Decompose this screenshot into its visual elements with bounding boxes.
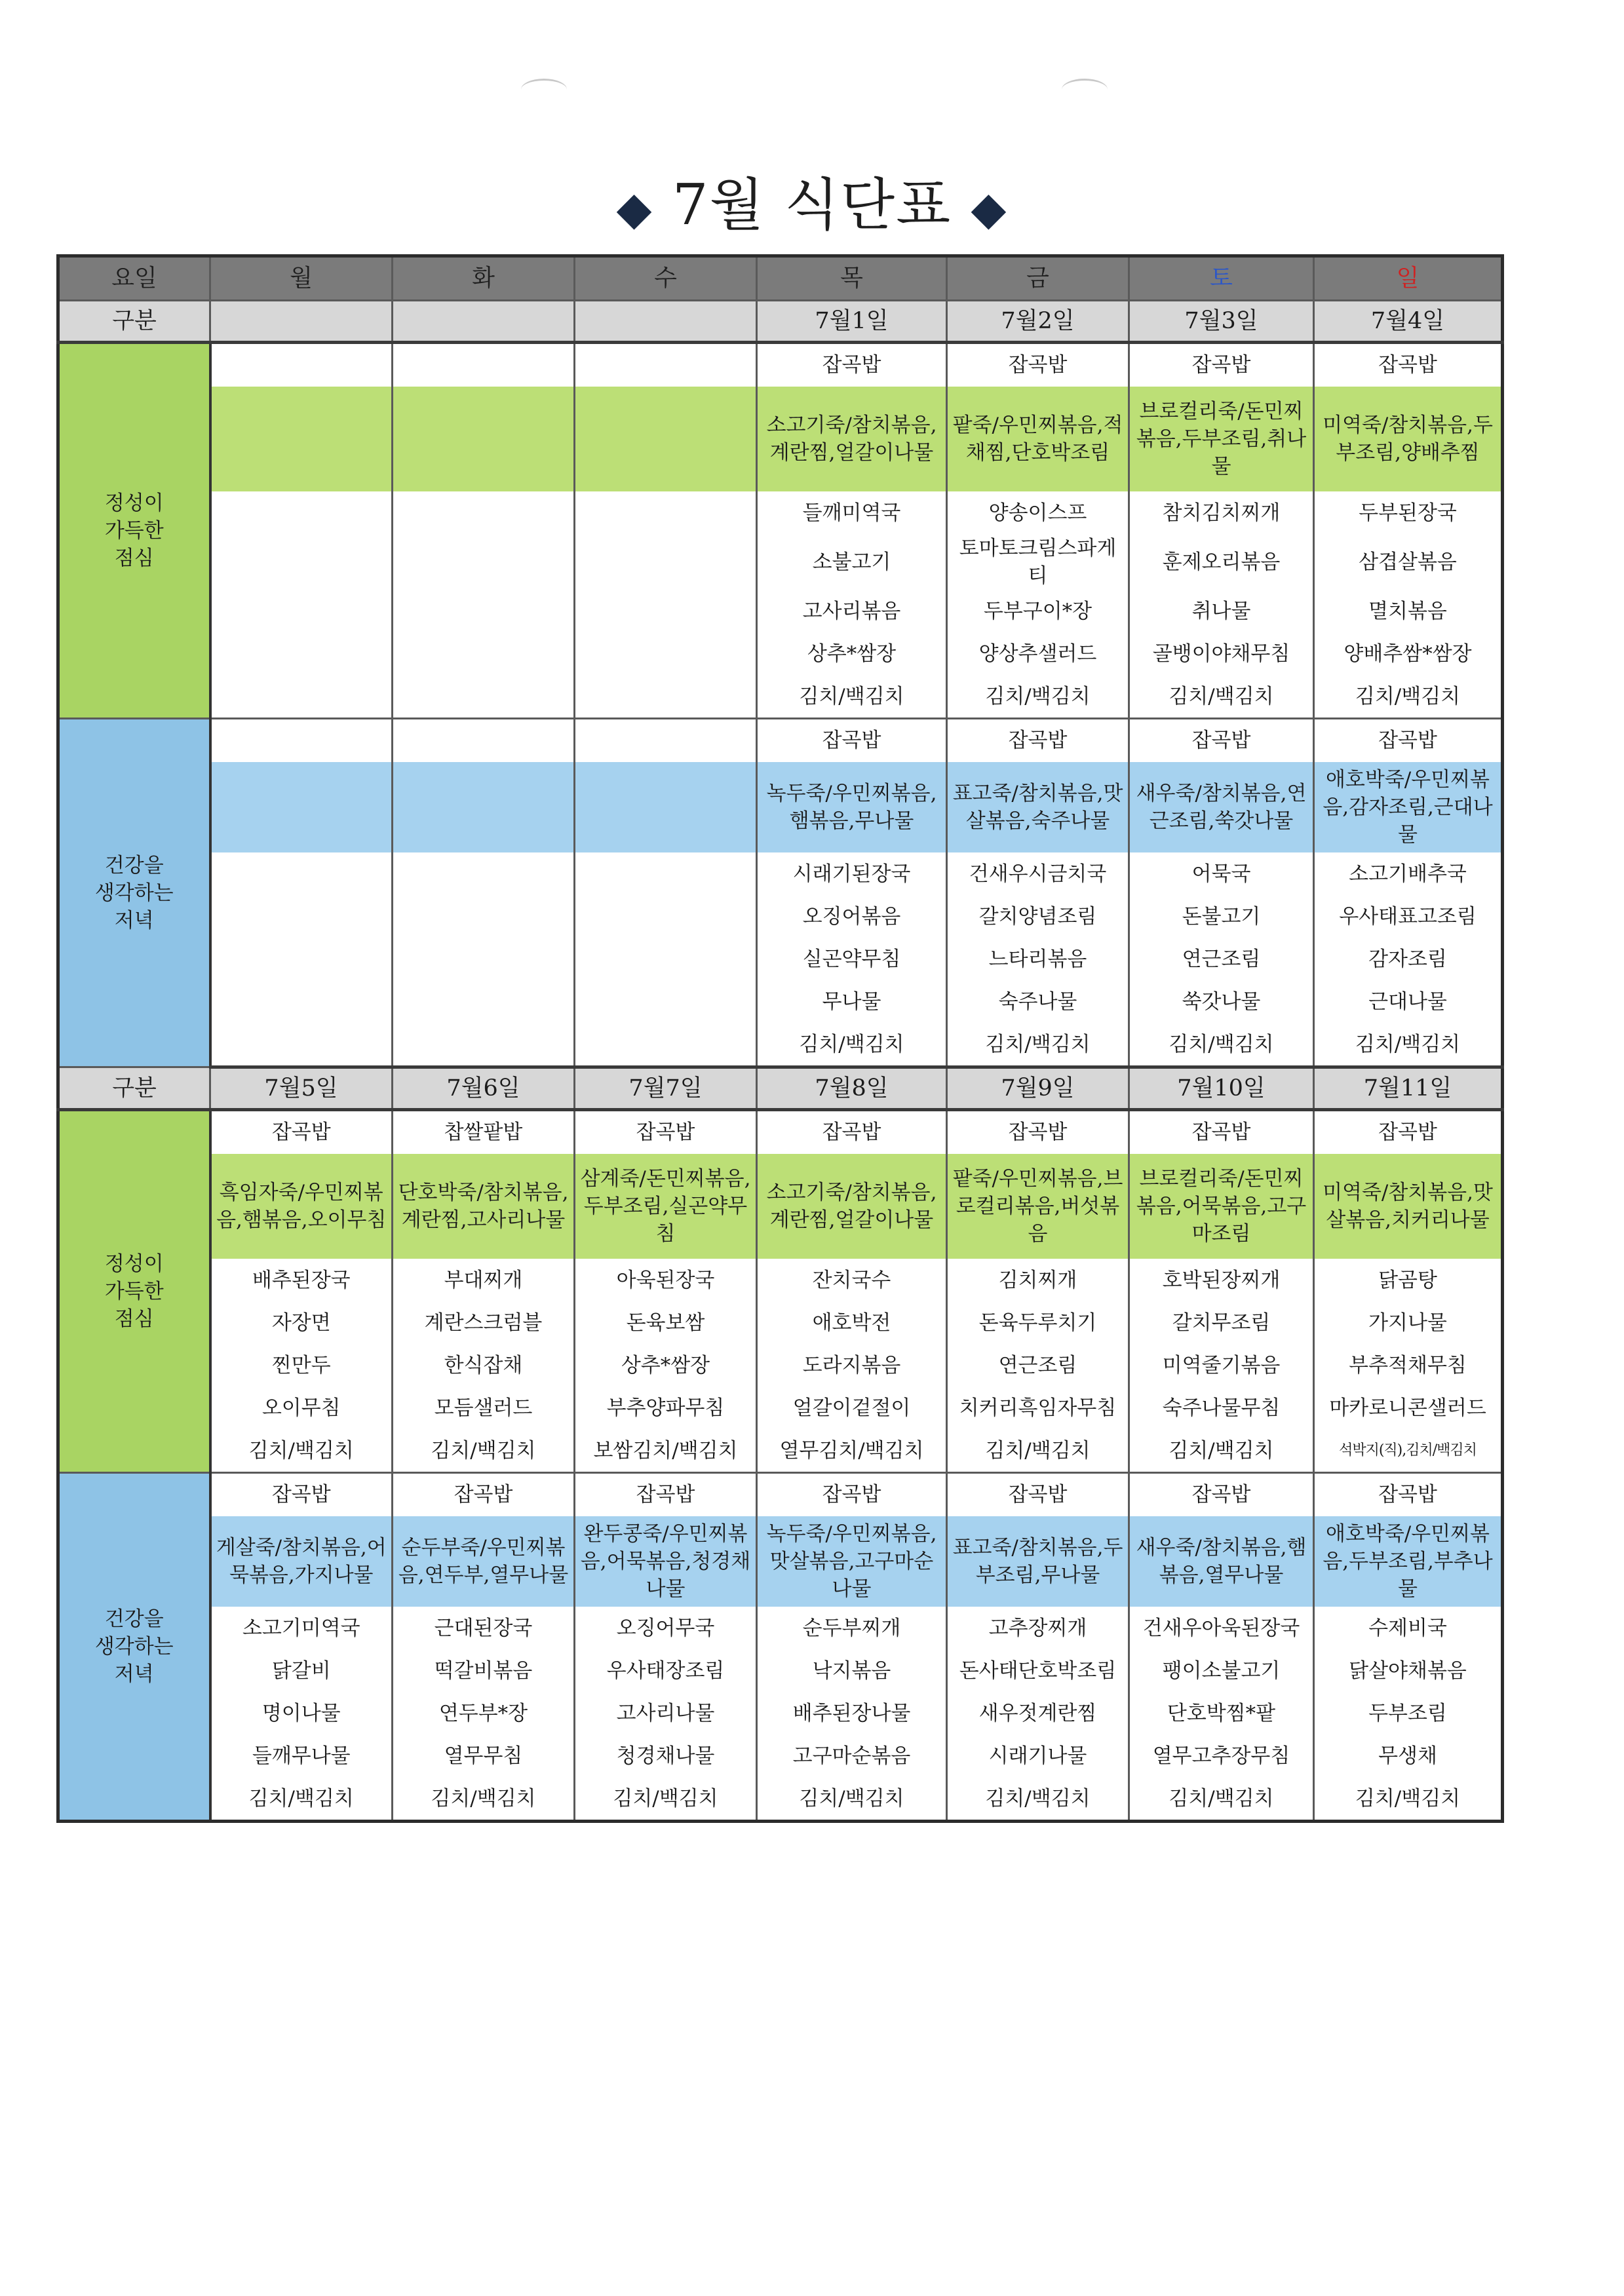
menu-cell: [575, 535, 757, 590]
menu-cell: 부대찌개: [393, 1259, 575, 1302]
menu-cell: [210, 590, 393, 633]
menu-cell: 두부된장국: [1314, 492, 1503, 535]
menu-cell: 잡곡밥: [1314, 343, 1503, 387]
menu-cell: 잡곡밥: [757, 1110, 947, 1154]
lunch-row: [58, 387, 1503, 492]
menu-cell: 김치/백김치: [1129, 1778, 1314, 1822]
menu-cell: [393, 343, 575, 387]
menu-cell: 양상추샐러드: [947, 633, 1129, 676]
menu-cell: 새우젓계란찜: [947, 1693, 1129, 1735]
lunch-row: [58, 633, 1503, 676]
menu-cell: [210, 492, 393, 535]
menu-cell: 들깨무나물: [210, 1735, 393, 1778]
menu-cell: 김치/백김치: [1314, 676, 1503, 719]
menu-cell: 잡곡밥: [947, 719, 1129, 762]
dinner-row: [58, 981, 1503, 1024]
page-title: [0, 169, 1624, 241]
menu-cell: 잡곡밥: [575, 1110, 757, 1154]
menu-cell: 삼겹살볶음: [1314, 535, 1503, 590]
menu-cell: 숙주나물: [947, 981, 1129, 1024]
menu-cell: 실곤약무침: [757, 938, 947, 981]
menu-cell: 잡곡밥: [757, 719, 947, 762]
menu-cell: [210, 676, 393, 719]
menu-cell: [210, 938, 393, 981]
menu-cell: 애호박죽/우민찌볶음,감자조림,근대나물: [1314, 762, 1503, 853]
lunch-row: [58, 1387, 1503, 1430]
menu-cell: 도라지볶음: [757, 1345, 947, 1387]
menu-cell: 건새우아욱된장국: [1129, 1607, 1314, 1650]
menu-cell: 취나물: [1129, 590, 1314, 633]
menu-cell: [210, 1024, 393, 1067]
menu-cell: 순두부찌개: [757, 1607, 947, 1650]
menu-cell: [210, 719, 393, 762]
menu-cell: 아욱된장국: [575, 1259, 757, 1302]
menu-cell: 참치김치찌개: [1129, 492, 1314, 535]
menu-cell: [575, 676, 757, 719]
menu-cell: 김치/백김치: [947, 1430, 1129, 1473]
date-row-week1: [58, 301, 1503, 343]
menu-cell: [575, 853, 757, 896]
menu-cell: 열무고추장무침: [1129, 1735, 1314, 1778]
menu-cell: [393, 762, 575, 853]
menu-cell: [575, 981, 757, 1024]
menu-cell: 김치/백김치: [947, 676, 1129, 719]
day-header-5: 금: [947, 256, 1129, 301]
menu-cell: 잡곡밥: [947, 343, 1129, 387]
menu-cell: 돈불고기: [1129, 896, 1314, 938]
date-cell: 7월6일: [393, 1067, 575, 1110]
menu-cell: 김치/백김치: [757, 676, 947, 719]
menu-cell: [575, 1024, 757, 1067]
menu-cell: [210, 762, 393, 853]
menu-cell: 김치/백김치: [1129, 1024, 1314, 1067]
menu-cell: 단호박찜*팥: [1129, 1693, 1314, 1735]
day-header-label: 요일: [58, 256, 210, 301]
menu-cell: 잡곡밥: [1314, 1110, 1503, 1154]
menu-cell: 배추된장국: [210, 1259, 393, 1302]
menu-cell: 수제비국: [1314, 1607, 1503, 1650]
menu-cell: 브로컬리죽/돈민찌볶음,어묵볶음,고구마조림: [1129, 1154, 1314, 1259]
menu-cell: 어묵국: [1129, 853, 1314, 896]
menu-cell: 석박지(직),김치/백김치: [1314, 1430, 1503, 1473]
menu-cell: 새우죽/참치볶음,햄볶음,열무나물: [1129, 1516, 1314, 1607]
lunch-row: [58, 1302, 1503, 1345]
menu-cell: 닭갈비: [210, 1650, 393, 1693]
menu-cell: 잡곡밥: [1314, 1473, 1503, 1516]
menu-cell: 팥죽/우민찌볶음,적채찜,단호박조림: [947, 387, 1129, 492]
punch-hole-right: [1062, 79, 1108, 100]
dinner-label: 건강을 생각하는 저녁: [58, 1473, 210, 1822]
menu-cell: 잡곡밥: [1129, 1110, 1314, 1154]
menu-cell: 김치/백김치: [210, 1778, 393, 1822]
menu-cell: 연두부*장: [393, 1693, 575, 1735]
menu-cell: 김치/백김치: [393, 1430, 575, 1473]
menu-cell: 가지나물: [1314, 1302, 1503, 1345]
dinner-row: [58, 853, 1503, 896]
menu-cell: 마카로니콘샐러드: [1314, 1387, 1503, 1430]
date-cell: 7월1일: [757, 301, 947, 343]
menu-cell: 돈사태단호박조림: [947, 1650, 1129, 1693]
menu-cell: [210, 343, 393, 387]
menu-cell: 찐만두: [210, 1345, 393, 1387]
dinner-row: [58, 719, 1503, 762]
dinner-row: [58, 1735, 1503, 1778]
menu-cell: 배추된장나물: [757, 1693, 947, 1735]
menu-cell: [393, 981, 575, 1024]
dinner-row: [58, 1607, 1503, 1650]
menu-cell: 단호박죽/참치볶음,계란찜,고사리나물: [393, 1154, 575, 1259]
menu-cell: [575, 938, 757, 981]
menu-cell: 토마토크림스파게티: [947, 535, 1129, 590]
menu-cell: 갈치무조림: [1129, 1302, 1314, 1345]
menu-cell: 잡곡밥: [947, 1110, 1129, 1154]
menu-cell: [393, 492, 575, 535]
date-cell: [575, 301, 757, 343]
menu-cell: 잡곡밥: [947, 1473, 1129, 1516]
menu-cell: 호박된장찌개: [1129, 1259, 1314, 1302]
menu-cell: 김치/백김치: [1129, 676, 1314, 719]
menu-cell: 두부조림: [1314, 1693, 1503, 1735]
date-cell: [393, 301, 575, 343]
menu-cell: 숙주나물무침: [1129, 1387, 1314, 1430]
lunch-row: [58, 1430, 1503, 1473]
menu-cell: 자장면: [210, 1302, 393, 1345]
menu-cell: 한식잡채: [393, 1345, 575, 1387]
menu-cell: 떡갈비볶음: [393, 1650, 575, 1693]
menu-cell: 우사태장조림: [575, 1650, 757, 1693]
date-cell: [210, 301, 393, 343]
menu-cell: [575, 590, 757, 633]
date-row-week2: [58, 1067, 1503, 1110]
menu-cell: [393, 1024, 575, 1067]
menu-cell: 연근조림: [1129, 938, 1314, 981]
date-cell: 7월11일: [1314, 1067, 1503, 1110]
menu-cell: [210, 535, 393, 590]
menu-cell: 닭살야채볶음: [1314, 1650, 1503, 1693]
menu-cell: 부추양파무침: [575, 1387, 757, 1430]
menu-cell: 김치/백김치: [1314, 1778, 1503, 1822]
menu-cell: 느타리볶음: [947, 938, 1129, 981]
menu-table: [56, 254, 1504, 1823]
menu-cell: 삼계죽/돈민찌볶음,두부조림,실곤약무침: [575, 1154, 757, 1259]
day-header-7: 일: [1314, 256, 1503, 301]
diamond-icon: ◆: [616, 182, 653, 235]
menu-cell: 골뱅이야채무침: [1129, 633, 1314, 676]
menu-cell: 열무무침: [393, 1735, 575, 1778]
menu-cell: 고사리나물: [575, 1693, 757, 1735]
menu-cell: 녹두죽/우민찌볶음,맛살볶음,고구마순나물: [757, 1516, 947, 1607]
lunch-row: [58, 1345, 1503, 1387]
lunch-row: [58, 492, 1503, 535]
menu-cell: 양송이스프: [947, 492, 1129, 535]
date-cell: 7월7일: [575, 1067, 757, 1110]
menu-cell: 표고죽/참치볶음,두부조림,무나물: [947, 1516, 1129, 1607]
menu-cell: [575, 896, 757, 938]
punch-hole-left: [521, 79, 567, 100]
menu-cell: [393, 853, 575, 896]
menu-cell: [210, 896, 393, 938]
menu-cell: 돈육보쌈: [575, 1302, 757, 1345]
menu-cell: 미역죽/참치볶음,두부조림,양배추찜: [1314, 387, 1503, 492]
menu-cell: [575, 492, 757, 535]
menu-cell: 들깨미역국: [757, 492, 947, 535]
menu-cell: 잡곡밥: [1129, 343, 1314, 387]
menu-cell: 김치/백김치: [210, 1430, 393, 1473]
section-label: 구분: [58, 301, 210, 343]
menu-table-body: [58, 256, 1503, 1822]
menu-cell: 근대나물: [1314, 981, 1503, 1024]
menu-cell: 잡곡밥: [1129, 719, 1314, 762]
dinner-row: [58, 1693, 1503, 1735]
lunch-row: [58, 1154, 1503, 1259]
menu-cell: 상추*쌈장: [575, 1345, 757, 1387]
menu-cell: 잡곡밥: [1129, 1473, 1314, 1516]
menu-cell: 오이무침: [210, 1387, 393, 1430]
menu-cell: [393, 535, 575, 590]
lunch-row: [58, 1259, 1503, 1302]
menu-cell: 순두부죽/우민찌볶음,연두부,열무나물: [393, 1516, 575, 1607]
dinner-label: 건강을 생각하는 저녁: [58, 719, 210, 1067]
menu-cell: 치커리흑임자무침: [947, 1387, 1129, 1430]
menu-cell: 청경채나물: [575, 1735, 757, 1778]
menu-cell: 열무김치/백김치: [757, 1430, 947, 1473]
dinner-row: [58, 1650, 1503, 1693]
menu-cell: 잡곡밥: [575, 1473, 757, 1516]
menu-cell: 미역죽/참치볶음,맛살볶음,치커리나물: [1314, 1154, 1503, 1259]
menu-cell: 잔치국수: [757, 1259, 947, 1302]
menu-cell: [575, 762, 757, 853]
menu-cell: [393, 590, 575, 633]
menu-cell: [575, 343, 757, 387]
lunch-row: [58, 535, 1503, 590]
menu-cell: 연근조림: [947, 1345, 1129, 1387]
menu-cell: 근대된장국: [393, 1607, 575, 1650]
lunch-row: [58, 590, 1503, 633]
menu-cell: 김치/백김치: [947, 1024, 1129, 1067]
menu-cell: 오징어무국: [575, 1607, 757, 1650]
menu-cell: [393, 938, 575, 981]
date-cell: 7월9일: [947, 1067, 1129, 1110]
menu-cell: 부추적채무침: [1314, 1345, 1503, 1387]
menu-cell: [393, 896, 575, 938]
day-header-1: 월: [210, 256, 393, 301]
date-cell: 7월10일: [1129, 1067, 1314, 1110]
menu-cell: 건새우시금치국: [947, 853, 1129, 896]
menu-cell: 미역줄기볶음: [1129, 1345, 1314, 1387]
menu-cell: 잡곡밥: [210, 1110, 393, 1154]
menu-cell: [575, 387, 757, 492]
menu-cell: 소고기죽/참치볶음,계란찜,얼갈이나물: [757, 1154, 947, 1259]
lunch-label: 정성이 가득한 점심: [58, 343, 210, 719]
day-header-row: [58, 256, 1503, 301]
menu-cell: 오징어볶음: [757, 896, 947, 938]
menu-cell: 갈치양념조림: [947, 896, 1129, 938]
day-header-3: 수: [575, 256, 757, 301]
menu-cell: 훈제오리볶음: [1129, 535, 1314, 590]
menu-cell: 명이나물: [210, 1693, 393, 1735]
menu-cell: 감자조림: [1314, 938, 1503, 981]
menu-cell: 김치/백김치: [393, 1778, 575, 1822]
menu-cell: [393, 719, 575, 762]
menu-cell: 완두콩죽/우민찌볶음,어묵볶음,청경채나물: [575, 1516, 757, 1607]
menu-cell: 김치/백김치: [757, 1024, 947, 1067]
day-header-2: 화: [393, 256, 575, 301]
menu-cell: 고추장찌개: [947, 1607, 1129, 1650]
menu-cell: 김치찌개: [947, 1259, 1129, 1302]
menu-cell: 두부구이*장: [947, 590, 1129, 633]
menu-cell: 팥죽/우민찌볶음,브로컬리볶음,버섯볶음: [947, 1154, 1129, 1259]
menu-cell: 무나물: [757, 981, 947, 1024]
date-cell: 7월4일: [1314, 301, 1503, 343]
menu-cell: 흑임자죽/우민찌볶음,햄볶음,오이무침: [210, 1154, 393, 1259]
menu-cell: [393, 676, 575, 719]
menu-cell: 잡곡밥: [393, 1473, 575, 1516]
menu-cell: 잡곡밥: [757, 1473, 947, 1516]
menu-cell: 닭곰탕: [1314, 1259, 1503, 1302]
date-cell: 7월5일: [210, 1067, 393, 1110]
menu-cell: 표고죽/참치볶음,맛살볶음,숙주나물: [947, 762, 1129, 853]
menu-cell: 소고기죽/참치볶음,계란찜,얼갈이나물: [757, 387, 947, 492]
menu-cell: [210, 853, 393, 896]
menu-cell: 소불고기: [757, 535, 947, 590]
menu-cell: 김치/백김치: [757, 1778, 947, 1822]
menu-cell: [393, 633, 575, 676]
menu-cell: 김치/백김치: [1129, 1430, 1314, 1473]
menu-cell: 게살죽/참치볶음,어묵볶음,가지나물: [210, 1516, 393, 1607]
menu-cell: 시래기나물: [947, 1735, 1129, 1778]
menu-cell: 낙지볶음: [757, 1650, 947, 1693]
day-header-4: 목: [757, 256, 947, 301]
menu-cell: 상추*쌈장: [757, 633, 947, 676]
menu-cell: 무생채: [1314, 1735, 1503, 1778]
menu-cell: 양배추쌈*쌈장: [1314, 633, 1503, 676]
menu-cell: 고구마순볶음: [757, 1735, 947, 1778]
dinner-row: [58, 938, 1503, 981]
menu-cell: 고사리볶음: [757, 590, 947, 633]
menu-cell: 소고기배추국: [1314, 853, 1503, 896]
menu-cell: 찹쌀팥밥: [393, 1110, 575, 1154]
menu-cell: 얼갈이겉절이: [757, 1387, 947, 1430]
dinner-row: [58, 1473, 1503, 1516]
day-header-6: 토: [1129, 256, 1314, 301]
lunch-row: [58, 1110, 1503, 1154]
menu-cell: 김치/백김치: [1314, 1024, 1503, 1067]
menu-cell: 김치/백김치: [575, 1778, 757, 1822]
date-cell: 7월3일: [1129, 301, 1314, 343]
menu-cell: [393, 387, 575, 492]
date-cell: 7월2일: [947, 301, 1129, 343]
menu-cell: 팽이소불고기: [1129, 1650, 1314, 1693]
menu-cell: [210, 633, 393, 676]
menu-cell: 잡곡밥: [757, 343, 947, 387]
menu-cell: 멸치볶음: [1314, 590, 1503, 633]
lunch-label: 정성이 가득한 점심: [58, 1110, 210, 1473]
menu-cell: 애호박죽/우민찌볶음,두부조림,부추나물: [1314, 1516, 1503, 1607]
dinner-row: [58, 1516, 1503, 1607]
menu-cell: 잡곡밥: [210, 1473, 393, 1516]
menu-cell: 쑥갓나물: [1129, 981, 1314, 1024]
menu-cell: 새우죽/참치볶음,연근조림,쑥갓나물: [1129, 762, 1314, 853]
diamond-icon: ◆: [971, 182, 1008, 235]
menu-cell: 소고기미역국: [210, 1607, 393, 1650]
menu-cell: [210, 981, 393, 1024]
menu-cell: 계란스크럼블: [393, 1302, 575, 1345]
menu-cell: 김치/백김치: [947, 1778, 1129, 1822]
menu-cell: 우사태표고조림: [1314, 896, 1503, 938]
menu-cell: 시래기된장국: [757, 853, 947, 896]
dinner-row: [58, 1024, 1503, 1067]
menu-cell: 잡곡밥: [1314, 719, 1503, 762]
menu-cell: 브로컬리죽/돈민찌볶음,두부조림,취나물: [1129, 387, 1314, 492]
lunch-row: [58, 343, 1503, 387]
date-cell: 7월8일: [757, 1067, 947, 1110]
menu-cell: 녹두죽/우민찌볶음,햄볶음,무나물: [757, 762, 947, 853]
menu-cell: 돈육두루치기: [947, 1302, 1129, 1345]
lunch-row: [58, 676, 1503, 719]
section-label: 구분: [58, 1067, 210, 1110]
dinner-row: [58, 762, 1503, 853]
menu-cell: [575, 719, 757, 762]
dinner-row: [58, 1778, 1503, 1822]
dinner-row: [58, 896, 1503, 938]
menu-cell: [575, 633, 757, 676]
menu-cell: [210, 387, 393, 492]
menu-cell: 보쌈김치/백김치: [575, 1430, 757, 1473]
menu-cell: 애호박전: [757, 1302, 947, 1345]
page-title-text: 7월 식단표: [672, 172, 952, 238]
menu-cell: 모듬샐러드: [393, 1387, 575, 1430]
